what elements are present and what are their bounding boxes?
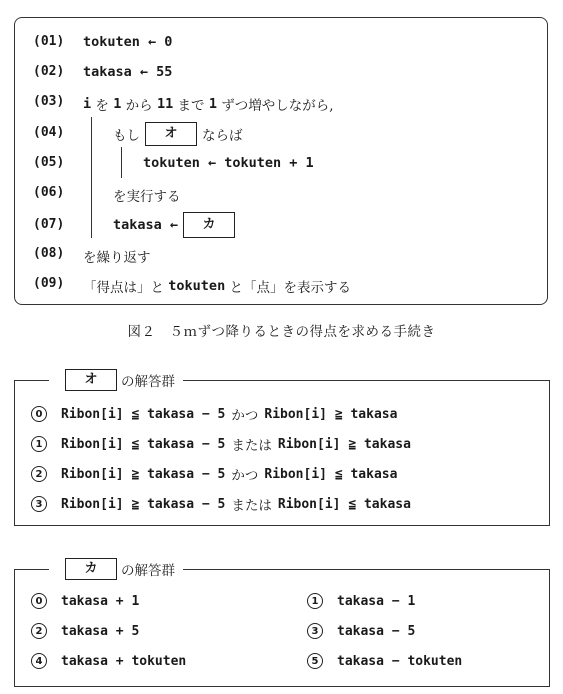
choice-number: 0 (31, 593, 47, 609)
line-code: tokuten ← 0 (83, 34, 173, 50)
line-number: (06) (33, 185, 65, 200)
line-text: takasa ← (113, 217, 179, 233)
option-ka-0[interactable] (31, 593, 139, 609)
option-conjunction: または (231, 438, 272, 454)
option-expr: takasa + 1 (61, 593, 140, 609)
loop-step: 1 (208, 96, 217, 112)
line-text: もし (113, 128, 140, 144)
choice-number: 3 (31, 496, 47, 512)
option-conjunction: かつ (231, 468, 259, 484)
option-expr: Ribon[i] ≧ takasa − 5 (61, 466, 226, 482)
loop-end: 11 (156, 96, 174, 112)
answer-group-title (49, 369, 183, 391)
option-expr: takasa − 5 (337, 623, 416, 639)
choice-number: 2 (31, 623, 47, 639)
line-code (83, 94, 334, 114)
option-o-1[interactable] (31, 434, 411, 454)
option-o-0[interactable] (31, 404, 397, 424)
option-expr: Ribon[i] ≧ takasa (277, 436, 411, 452)
option-expr: Ribon[i] ≦ takasa (277, 496, 411, 512)
choice-number: 1 (307, 593, 323, 609)
choice-number: 4 (31, 653, 47, 669)
answer-group-title (49, 558, 183, 580)
procedure-box (14, 17, 548, 305)
choice-number: 3 (307, 623, 323, 639)
option-expr: Ribon[i] ≦ takasa − 5 (61, 436, 226, 452)
figure-caption: 図２ ５ｍずつ降りるときの得点を求める手続き (127, 324, 436, 340)
line-text: まで (173, 98, 209, 114)
line-text: 「得点は」と (83, 280, 169, 296)
line-text: と「点」を表示する (225, 280, 351, 296)
line-text: ずつ増やしながら, (216, 98, 334, 114)
line-number: (07) (33, 217, 65, 232)
option-ka-4[interactable] (31, 653, 186, 669)
line-text: から (121, 98, 157, 114)
option-ka-5[interactable] (307, 653, 462, 669)
option-ka-1[interactable] (307, 593, 415, 609)
option-o-3[interactable] (31, 494, 411, 514)
option-ka-2[interactable] (31, 623, 139, 639)
line-number: (09) (33, 276, 65, 291)
line-number: (03) (33, 94, 65, 109)
choice-number: 0 (31, 406, 47, 422)
line-number: (08) (33, 246, 65, 261)
line-code (83, 276, 351, 296)
choice-number: 1 (31, 436, 47, 452)
blank-ka[interactable]: カ (183, 212, 235, 238)
option-expr: Ribon[i] ≦ takasa (264, 466, 398, 482)
option-expr: takasa − tokuten (337, 653, 463, 669)
line-number: (04) (33, 125, 65, 140)
answer-group-ka (14, 561, 550, 687)
option-expr: Ribon[i] ≧ takasa − 5 (61, 496, 226, 512)
option-conjunction: または (231, 498, 272, 514)
line-text: を (91, 98, 114, 114)
choice-number: 2 (31, 466, 47, 482)
group-title-text: の解答群 (121, 374, 175, 390)
option-expr: Ribon[i] ≧ takasa (264, 406, 398, 422)
answer-group-o (14, 372, 550, 526)
group-title-text: の解答群 (121, 563, 175, 579)
option-conjunction: かつ (231, 408, 259, 424)
line-number: (02) (33, 64, 65, 79)
line-code: takasa ← 55 (83, 64, 173, 80)
line-text: ならば (202, 128, 243, 144)
loop-block-bar (91, 117, 92, 238)
option-ka-3[interactable] (307, 623, 415, 639)
line-number: (01) (33, 34, 65, 49)
option-o-2[interactable] (31, 464, 397, 484)
line-code: を繰り返す (83, 250, 151, 266)
line-number: (05) (33, 155, 65, 170)
line-code (113, 122, 243, 146)
option-expr: takasa + tokuten (61, 653, 187, 669)
blank-label: カ (65, 558, 117, 580)
blank-o[interactable]: オ (145, 122, 197, 146)
option-expr: takasa + 5 (61, 623, 140, 639)
line-code (113, 212, 235, 238)
choice-number: 5 (307, 653, 323, 669)
line-code: tokuten ← tokuten + 1 (143, 155, 314, 171)
variable-name: tokuten (168, 278, 226, 294)
line-code: を実行する (113, 189, 181, 205)
option-expr: Ribon[i] ≦ takasa − 5 (61, 406, 226, 422)
blank-label: オ (65, 369, 117, 391)
loop-start: 1 (113, 96, 122, 112)
option-expr: takasa − 1 (337, 593, 416, 609)
loop-variable: i (83, 96, 92, 112)
if-block-bar (121, 147, 122, 178)
